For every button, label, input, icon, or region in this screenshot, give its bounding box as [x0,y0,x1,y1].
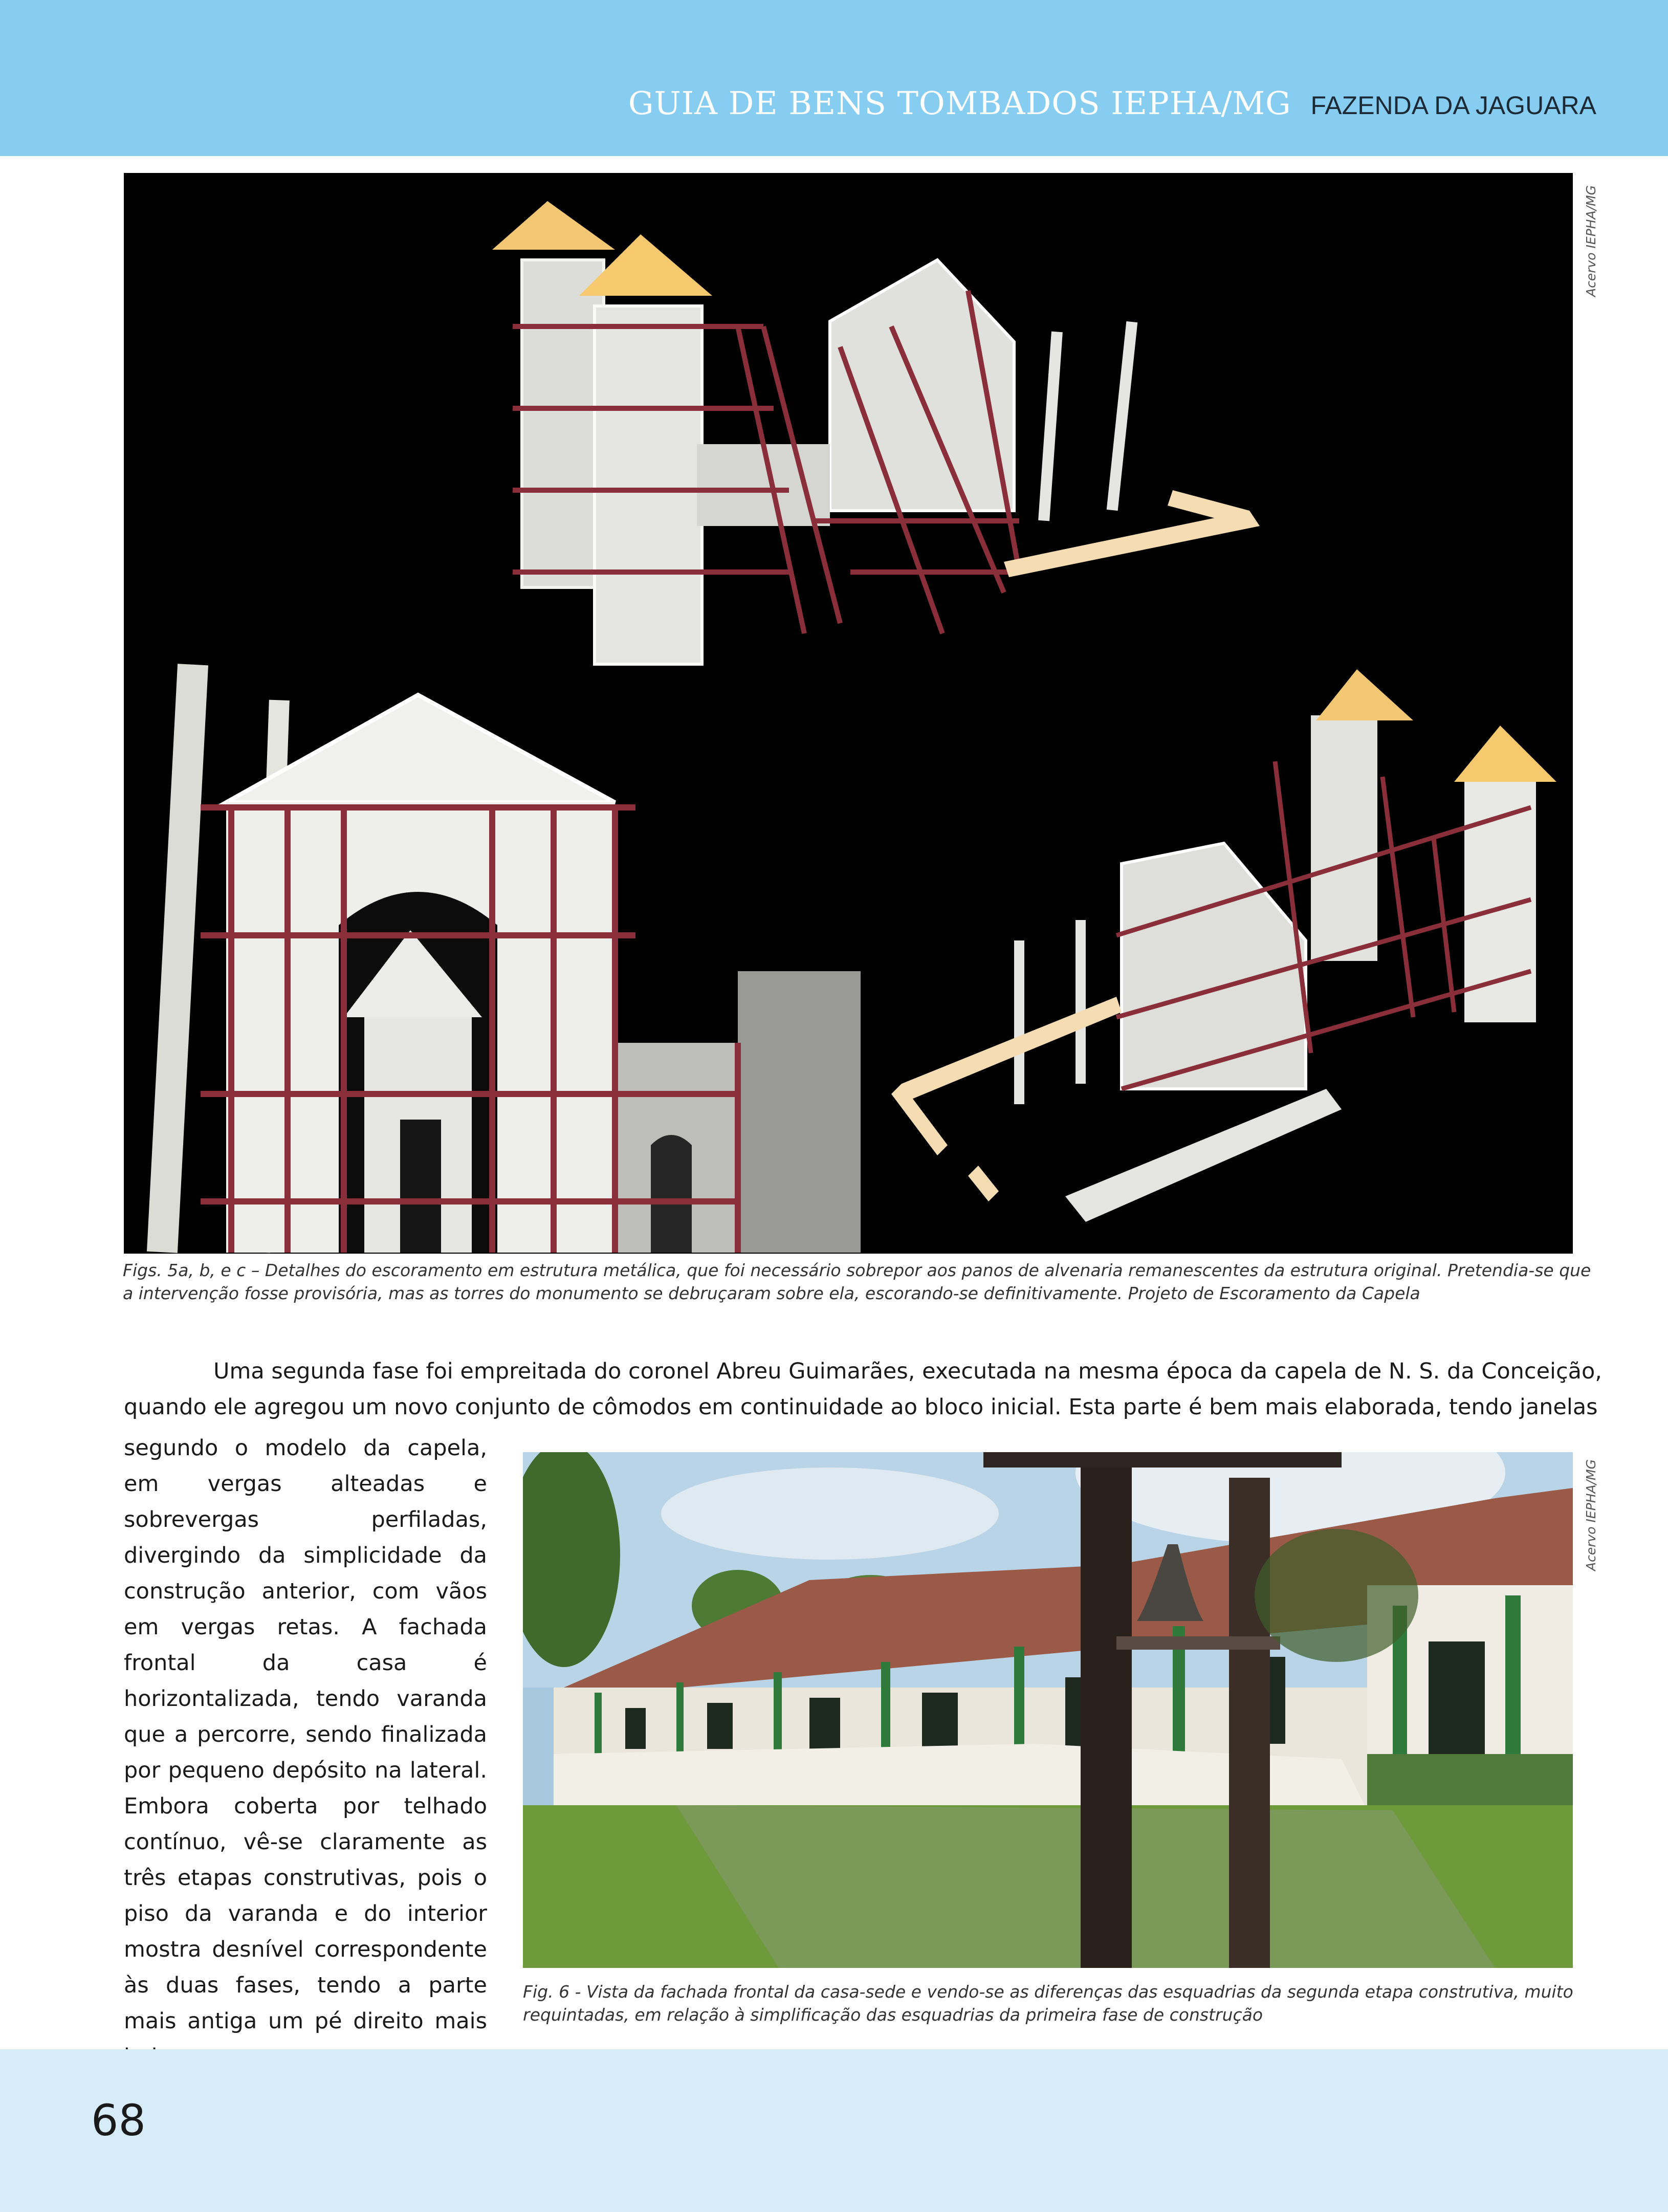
header-band [0,0,1668,156]
page-number: 68 [91,2095,146,2145]
body-line-1: Uma segunda fase foi empreitada do coronel Abreu Guimarães, executada na mesma época da capela de N. S. da Conceição, [213,1359,1602,1384]
figure-5-scaffolding-renders [124,173,1573,1254]
publication-title: GUIA DE BENS TOMBADOS IEPHA/MG [628,84,1291,122]
body-paragraph-full-width [124,1353,1602,1425]
figure-5-caption-line-2: a intervenção fosse provisória, mas as torres do monumento se debruçaram sobre ela, escorando-se definitivamente. Projeto de Escoramento da Capela [123,1283,1420,1303]
figure-6-caption-line-2: requintadas, em relação à simplificação das esquadrias da primeira fase de construção [523,2005,1263,2025]
figure-6-caption [523,1980,1582,2026]
render-5c-towers-rear [891,669,1556,1222]
render-5b-facade [147,664,861,1253]
chapter-title: FAZENDA DA JAGUARA [1310,91,1596,120]
body-line-2: quando ele agregou um novo conjunto de cômodos em continuidade ao bloco inicial. Esta parte é bem mais elaborada, tendo janelas [124,1394,1598,1420]
figure-5-caption-line-1: Figs. 5a, b, e c – Detalhes do escoramento em estrutura metálica, que foi necessário sobrepor aos panos de alvenaria remanescentes da estrutura original. Pretendia-se que [123,1260,1591,1280]
footer-band [0,2049,1668,2212]
figure-6-farmhouse-photo [523,1452,1573,1968]
figure-6-credit: Acervo IEPHA/MG [1584,1459,1598,1571]
figure-5-credit: Acervo IEPHA/MG [1584,185,1598,297]
figure-5-caption [123,1259,1591,1305]
render-5a-towers-top [492,201,1260,664]
body-paragraph-column: segundo o modelo da capela, em vergas alteadas e sobrevergas perfiladas, divergindo da simplicidade da construção anterior, com vãos em vergas retas. A fachada frontal da casa é horizontalizada, tendo varanda que a percorre, sendo finalizada por pequeno depósito na lateral. Embora coberta por telhado contínuo, vê-se claramente as três etapas construtivas, pois o piso da varanda e do interior mostra desnível correspondente às duas fases, tendo a parte mais antiga um pé direito mais [124,1435,487,2034]
figure-6-caption-line-1: Fig. 6 - Vista da fachada frontal da casa-sede e vendo-se as diferenças das esquadrias da segunda etapa construtiva, muito [523,1982,1573,2002]
running-header [628,84,1596,122]
